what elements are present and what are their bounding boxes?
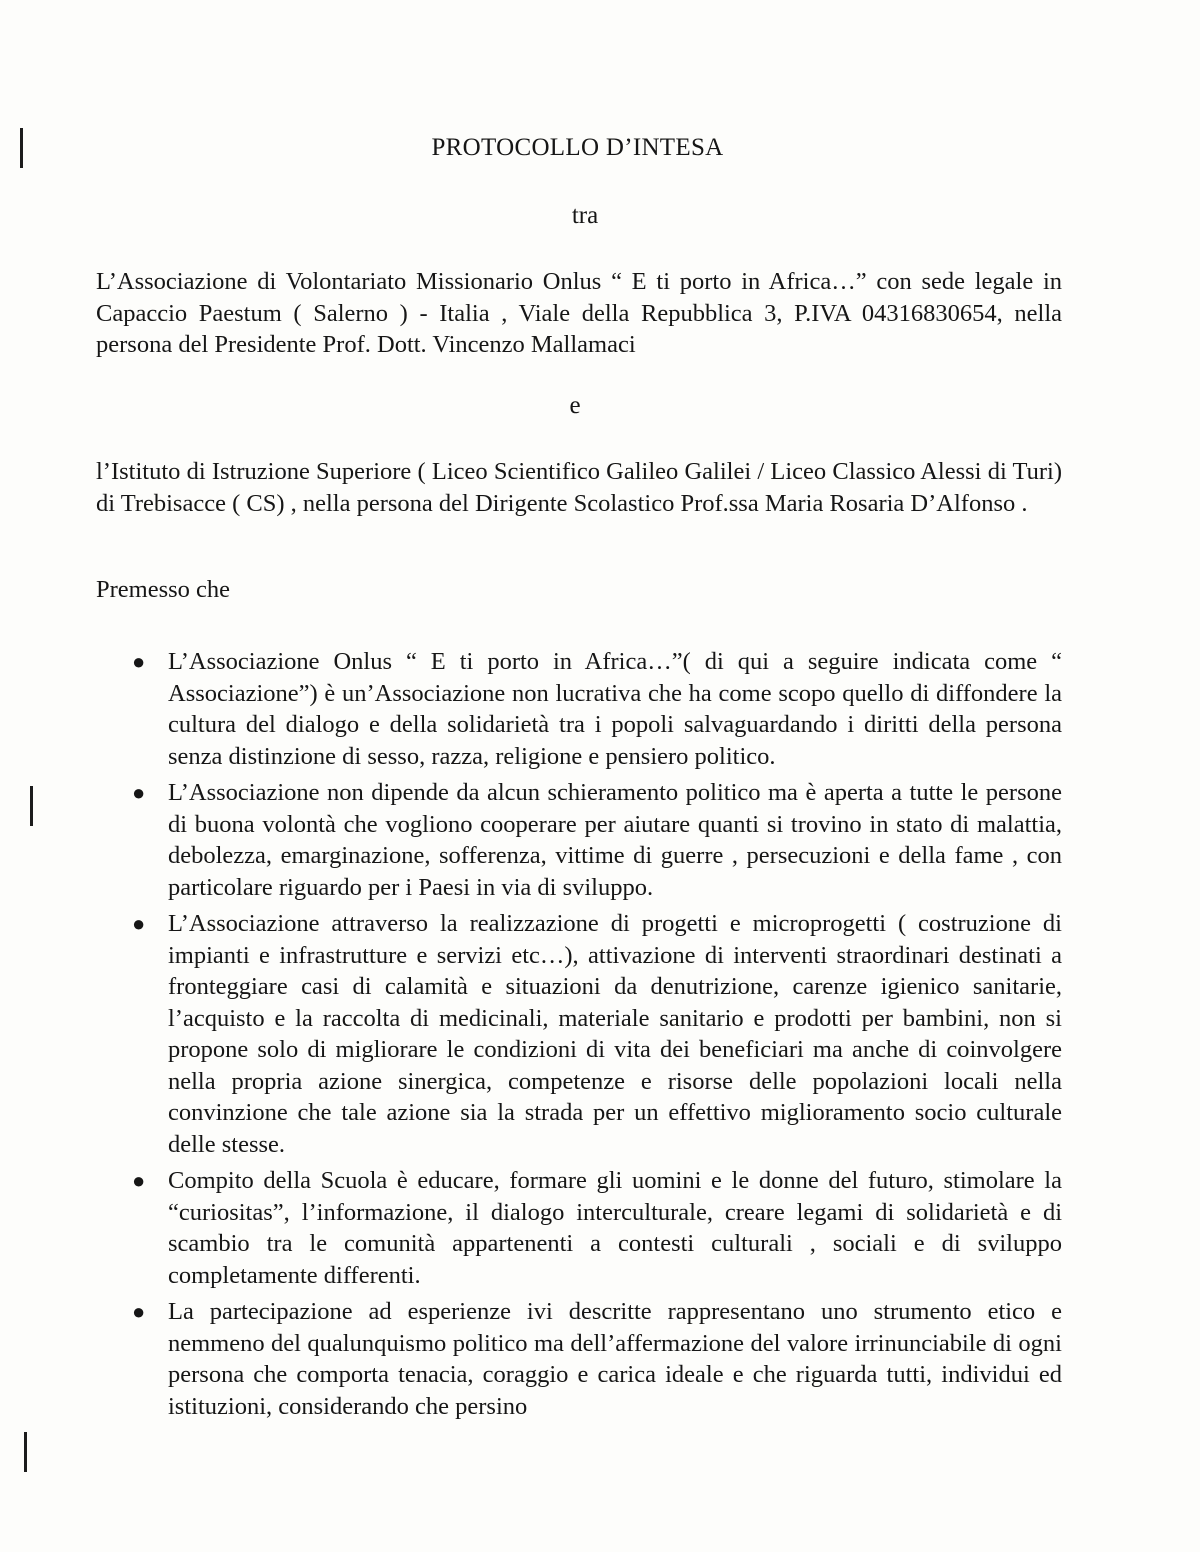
margin-mark-bottom xyxy=(24,1432,27,1472)
bullet-icon: ● xyxy=(132,911,146,936)
premise-list xyxy=(96,646,1062,1427)
bullet-icon: ● xyxy=(132,1168,146,1193)
premise-text: L’Associazione Onlus “ E ti porto in Africa…”( di qui a seguire indicata come “ Associazione”) è un’Associazione non lucrativa che ha come scopo quello di diffondere la cultura del dialogo e della solidarietà tra i popoli salvaguardando i diritti della persona senza distinzione di sesso, razza, religione e pensiero politico. xyxy=(168,648,1062,770)
premise-text: Compito della Scuola è educare, formare gli uomini e le donne del futuro, stimolare la “curiositas”, l’informazione, il dialogo interculturale, creare legami di solidarietà e di scambio tra le comunità appartenenti a contesti culturali , sociali e di sviluppo completamente differenti. xyxy=(168,1167,1062,1289)
premise-text: La partecipazione ad esperienze ivi descritte rappresentano uno strumento etico e nemmeno del qualunquismo politico ma dell’affermazione del valore irrinunciabile di ogni persona che comporta tenacia, coraggio e carica ideale e che riguarda tutti, individui ed istituzioni, considerando che persino xyxy=(168,1298,1062,1420)
bullet-icon: ● xyxy=(132,780,146,805)
premise-item xyxy=(96,1296,1062,1422)
margin-mark-middle xyxy=(30,786,33,826)
premise-heading: Premesso che xyxy=(96,576,231,603)
premise-item xyxy=(96,777,1062,903)
premise-item xyxy=(96,908,1062,1160)
bullet-icon: ● xyxy=(132,649,146,674)
premise-item xyxy=(96,1165,1062,1291)
and-word: e xyxy=(569,392,581,419)
party-two-paragraph: l’Istituto di Istruzione Superiore ( Liceo Scientifico Galileo Galilei / Liceo Classico Alessi di Turi) di Trebisacce ( CS) , nella persona del Dirigente Scolastico Prof.ssa Maria Rosaria D’Alfonso . xyxy=(96,458,1062,517)
party-one-paragraph: L’Associazione di Volontariato Missionario Onlus “ E ti porto in Africa…” con sede legale in Capaccio Paestum ( Salerno ) - Italia , Viale della Repubblica 3, P.IVA 04316830654, nella persona del Presidente Prof. Dott. Vincenzo Mallamaci xyxy=(96,268,1062,358)
premise-text: L’Associazione non dipende da alcun schieramento politico ma è aperta a tutte le persone di buona volontà che vogliono cooperare per aiutare quanti si trovino in stato di malattia, debolezza, emarginazione, sofferenza, vittime di guerre , persecuzioni e della fame , con particolare riguardo per i Paesi in via di sviluppo. xyxy=(168,779,1062,901)
premise-item xyxy=(96,646,1062,772)
document-title: PROTOCOLLO D’INTESA xyxy=(431,134,724,161)
between-word: tra xyxy=(571,202,599,229)
premise-text: L’Associazione attraverso la realizzazione di progetti e microprogetti ( costruzione di impianti e infrastrutture e servizi etc…), attivazione di interventi straordinari destinati a fronteggiare casi di calamità e situazioni da denutrizione, carenze igienico sanitarie, l’acquisto e la raccolta di medicinali, materiale sanitario e prodotti per bambini, non si propone solo di migliorare le condizioni di vita dei beneficiari ma anche di coinvolgere nella propria azione sinergica, competenze e risorse delle popolazioni locali nella convinzione che tale azione sia la strada per un effettivo miglioramento socio culturale delle stesse. xyxy=(168,910,1062,1158)
bullet-icon: ● xyxy=(132,1299,146,1324)
